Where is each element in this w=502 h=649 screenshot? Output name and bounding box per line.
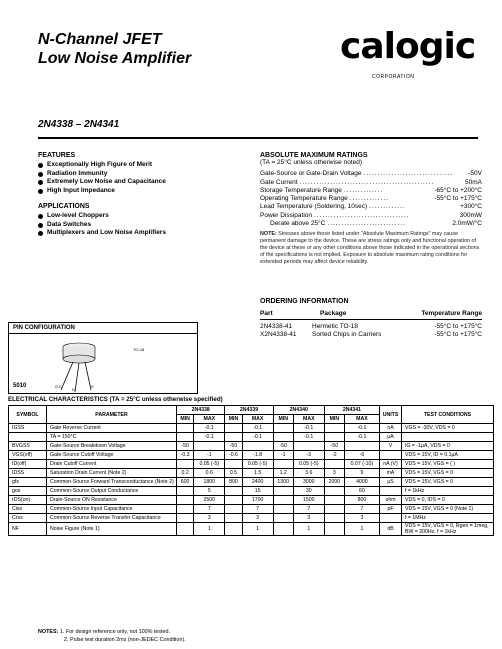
minmax-row: MIN MAX MIN MAX MIN MAX MIN MAX [9,415,494,424]
table-cell [324,487,344,496]
pin-config-heading: PIN CONFIGURATION [9,323,197,334]
table-cell: Common-Source Reverse Transfer Capacitance [47,514,177,523]
table-cell: 800 [225,478,242,487]
table-cell [225,424,242,433]
table-cell: 1.5 [242,469,273,478]
table-cell: IGSS [9,424,47,433]
table-cell: -0.1 [194,433,225,442]
features-list [38,161,248,195]
table-row [9,433,494,442]
table-cell: nA (V) [380,460,402,469]
table-cell: 3 [293,514,324,523]
abs-max-section [260,152,482,266]
table-cell: Common-Source Forward Transconductance (Note 2) [47,478,177,487]
table-cell [324,496,344,505]
table-cell: 3 [194,514,225,523]
table-cell: -0.1 [344,424,379,433]
table-cell: 0.5 [225,469,242,478]
document-title: N-Channel JFET Low Noise Amplifier [38,31,192,67]
table-cell: Gate-Source Cutoff Voltage [47,451,177,460]
rating-row: Gate-Source or Gate-Drain Voltage ................................ -50V [260,170,482,178]
table-cell: ohm [380,496,402,505]
table-cell [344,442,379,451]
table-cell: 3.6 [293,469,324,478]
table-cell [324,523,344,536]
table-cell [225,496,242,505]
table-cell: 60 [344,487,379,496]
table-cell [324,424,344,433]
features-section [38,152,248,238]
ordering-section [260,298,482,340]
table-cell: f = 1kHz [402,487,494,496]
table-cell [9,433,47,442]
table-row [9,505,494,514]
table-cell: 600 [177,478,194,487]
table-row: X2N4338-41 Sorted Chips in Carriers -55°C to +175°C [260,331,482,339]
table-cell: VGS(off) [9,451,47,460]
rating-row: Power Dissipation .................................. 300mW [260,211,482,219]
table-cell: 0.2 [177,469,194,478]
device-header: 2N4340 [273,406,324,415]
table-cell: Drain Cutoff Current [47,460,177,469]
table-cell [380,487,402,496]
table-cell: Common-Source Output Conductance [47,487,177,496]
test-conditions-header: TEST CONDITIONS [402,406,494,424]
table-cell: 1800 [194,478,225,487]
ordering-rows [260,323,482,340]
table-cell: -0.1 [344,433,379,442]
table-cell: 2000 [324,478,344,487]
table-cell: 4000 [344,478,379,487]
table-cell [273,487,293,496]
table-cell [177,460,194,469]
table-cell [293,442,324,451]
table-cell: -1.8 [242,451,273,460]
table-cell: 3 [344,514,379,523]
units-header: UNITS [380,406,402,424]
table-cell: 5 [194,487,225,496]
table-cell [177,496,194,505]
table-cell: 1 [194,523,225,536]
table-cell: 0.07 (-10) [344,460,379,469]
table-row [9,442,494,451]
table-cell: nA [380,424,402,433]
table-cell [380,514,402,523]
table-cell [225,505,242,514]
list-item: Exceptionally High Figure of Merit [38,161,248,170]
table-cell [194,442,225,451]
device-header: 2N4338 [177,406,225,415]
part-range: 2N4338 – 2N4341 [38,119,120,130]
table-cell: 0.05 (-5) [242,460,273,469]
table-cell: 0.05 (-5) [293,460,324,469]
table-row [9,496,494,505]
abs-max-sub: (TA = 25°C unless otherwise noted) [260,159,363,166]
list-item: Radiation Immunity [38,170,248,179]
table-cell [225,487,242,496]
parameter-header: PARAMETER [47,406,177,424]
package-code: 5010 [13,383,27,389]
table-row: 2N4338-41 Hermetic TO-18 -55°C to +175°C [260,323,482,330]
table-cell [324,433,344,442]
applications-heading: APPLICATIONS [38,203,90,210]
pin-label: S [91,385,94,389]
table-cell: 0.6 [194,469,225,478]
table-cell: -1 [194,451,225,460]
table-cell: -0.3 [177,451,194,460]
table-cell: -50 [273,442,293,451]
abs-max-note: NOTE: Stresses above those listed under "Absolute Maximum Ratings" may cause permanent damage to the device. These are stress ratings only and functional operation of the device at these or any other conditions above those indicated in the operational sections of the specifications is not implied. Exposure to absolute maximum rating conditions for extended periods may affect device reliability. [260,231,480,266]
table-cell [242,442,273,451]
table-cell: VDS = 15V, ID = 0.1µA [402,451,494,460]
table-cell [273,460,293,469]
rating-row: Operating Temperature Range .............. -55°C to +175°C [260,195,482,203]
table-cell: IG = -1µA, VDS = 0 [402,442,494,451]
table-row [9,451,494,460]
table-cell: BVGSS [9,442,47,451]
table-row [9,514,494,523]
table-cell: -0.1 [242,424,273,433]
table-cell: Gate Reverse Current [47,424,177,433]
table-cell: µA [380,433,402,442]
list-item: Extremely Low Noise and Capacitance [38,178,248,187]
table-cell: ID(off) [9,460,47,469]
table-cell [324,460,344,469]
symbol-header: SYMBOL [9,406,47,424]
abs-max-heading: ABSOLUTE MAXIMUM RATINGS [260,152,368,159]
table-cell: 1700 [242,496,273,505]
table-cell [177,433,194,442]
table-cell: V [380,442,402,451]
table-cell [324,505,344,514]
table-cell: VDS = 15V, VGS = 0 [402,478,494,487]
table-cell [402,433,494,442]
table-cell: NF [9,523,47,536]
table-cell: 7 [242,505,273,514]
table-cell [177,523,194,536]
table-cell: 3 [242,514,273,523]
table-cell: 1.2 [273,469,293,478]
list-item: High Input Impedance [38,187,248,196]
table-cell: -50 [225,442,242,451]
package-label: TO-18 [133,347,145,352]
table-cell [225,514,242,523]
table-cell: 1300 [273,478,293,487]
table-cell: -3 [293,451,324,460]
table-body [9,424,494,536]
table-cell [177,514,194,523]
table-cell: 30 [293,487,324,496]
table-cell: -0.1 [194,424,225,433]
table-cell: 9 [344,469,379,478]
table-cell [273,523,293,536]
table-cell: rDS(on) [9,496,47,505]
table-cell: 7 [344,505,379,514]
notes: NOTES: 1. For design reference only, not 100% tested. 2. Pulse test duration 2ms (non-JEDEC Condition). [38,629,186,643]
table-cell: -1 [273,451,293,460]
list-item: Data Switches [38,221,248,230]
table-cell: VGS = -30V, VDS = 0 [402,424,494,433]
table-row [9,478,494,487]
electrical-characteristics-table [8,405,494,536]
table-cell: 15 [242,487,273,496]
ordering-heading: ORDERING INFORMATION [260,298,349,305]
calogic-logo: calogic CORPORATION [340,26,476,80]
table-cell: gos [9,487,47,496]
table-cell: -0.6 [225,451,242,460]
table-cell [273,496,293,505]
table-cell: f = 1MHz [402,514,494,523]
table-cell: VDS = 15V, VGS = 0 [402,469,494,478]
table-cell [177,505,194,514]
table-cell: Saturation Drain Current (Note 2) [47,469,177,478]
table-cell: Common-Source Input Capacitance [47,505,177,514]
table-cell: 7 [293,505,324,514]
table-header-row [9,406,494,415]
table-cell: 7 [194,505,225,514]
rating-row: Derate above 25°C ............................ 2.0mW/°C [270,220,482,228]
header-rule [38,137,478,139]
table-cell: VDS = 15V, VGS = 0 (Note 1) [402,505,494,514]
table-cell [177,424,194,433]
table-cell [225,433,242,442]
table-cell [273,505,293,514]
table-cell: 800 [344,496,379,505]
table-cell: dB [380,523,402,536]
table-cell: TA = 150°C [47,433,177,442]
list-item: Low-level Choppers [38,212,248,221]
table-cell: 3000 [293,478,324,487]
applications-list [38,212,248,238]
table-cell: 1500 [293,496,324,505]
table-cell: -0.1 [242,433,273,442]
table-cell: Gate-Source Breakdown Voltage [47,442,177,451]
table-cell [177,487,194,496]
rating-row: Storage Temperature Range .............. -65°C to +200°C [260,186,482,194]
table-cell: 3 [324,469,344,478]
table-cell: VDS = 15V, VGS = ( ) [402,460,494,469]
table-cell: 1 [293,523,324,536]
to18-package-drawing [9,334,197,394]
pin-label: G,C [55,385,62,389]
table-cell [273,433,293,442]
table-cell [225,460,242,469]
pin-configuration-box [8,322,198,394]
rating-row: Lead Temperature (Soldering, 10sec) ............. +300°C [260,203,482,211]
ordering-header-row: Part Package Temperature Range [260,310,482,320]
table-row [9,424,494,433]
table-cell: -2 [324,451,344,460]
table-cell: -0.1 [293,424,324,433]
table-row [9,487,494,496]
table-cell: gfs [9,478,47,487]
table-cell: 1 [344,523,379,536]
table-cell: VDS = 0, IDS = 0 [402,496,494,505]
table-row [9,469,494,478]
abs-max-table [260,170,482,228]
table-cell: mA [380,469,402,478]
table-cell: -6 [344,451,379,460]
pin-label: D [72,388,75,392]
device-header: 2N4341 [324,406,379,415]
table-cell: -0.1 [293,433,324,442]
features-heading: FEATURES [38,152,76,159]
table-cell [380,451,402,460]
table-cell [225,523,242,536]
table-cell: -50 [177,442,194,451]
table-row [9,523,494,536]
table-cell [273,514,293,523]
table-cell: µS [380,478,402,487]
table-cell: Drain-Source ON Resistance [47,496,177,505]
table-cell: IDSS [9,469,47,478]
table-cell: pF [380,505,402,514]
table-cell: Crss [9,514,47,523]
list-item: Multiplexers and Low Noise Amplifiers [38,229,248,238]
table-cell: 2400 [242,478,273,487]
rating-row: Gate Current ................................................ 50mA [260,178,482,186]
table-cell: Ciss [9,505,47,514]
table-cell: 2500 [194,496,225,505]
table-cell: -50 [324,442,344,451]
table-cell: 1 [242,523,273,536]
table-cell [273,424,293,433]
table-cell: Noise Figure (Note 1) [47,523,177,536]
table-cell: VDS = 15V, VGS = 0, Rgen = 1meg, BW = 200Hz, f = 1kHz [402,523,494,536]
table-cell [324,514,344,523]
table-row [9,460,494,469]
elec-heading: ELECTRICAL CHARACTERISTICS (TA = 25°C unless otherwise specified) [8,396,223,403]
device-header: 2N4339 [225,406,273,415]
table-cell: 0.05 (-5) [194,460,225,469]
